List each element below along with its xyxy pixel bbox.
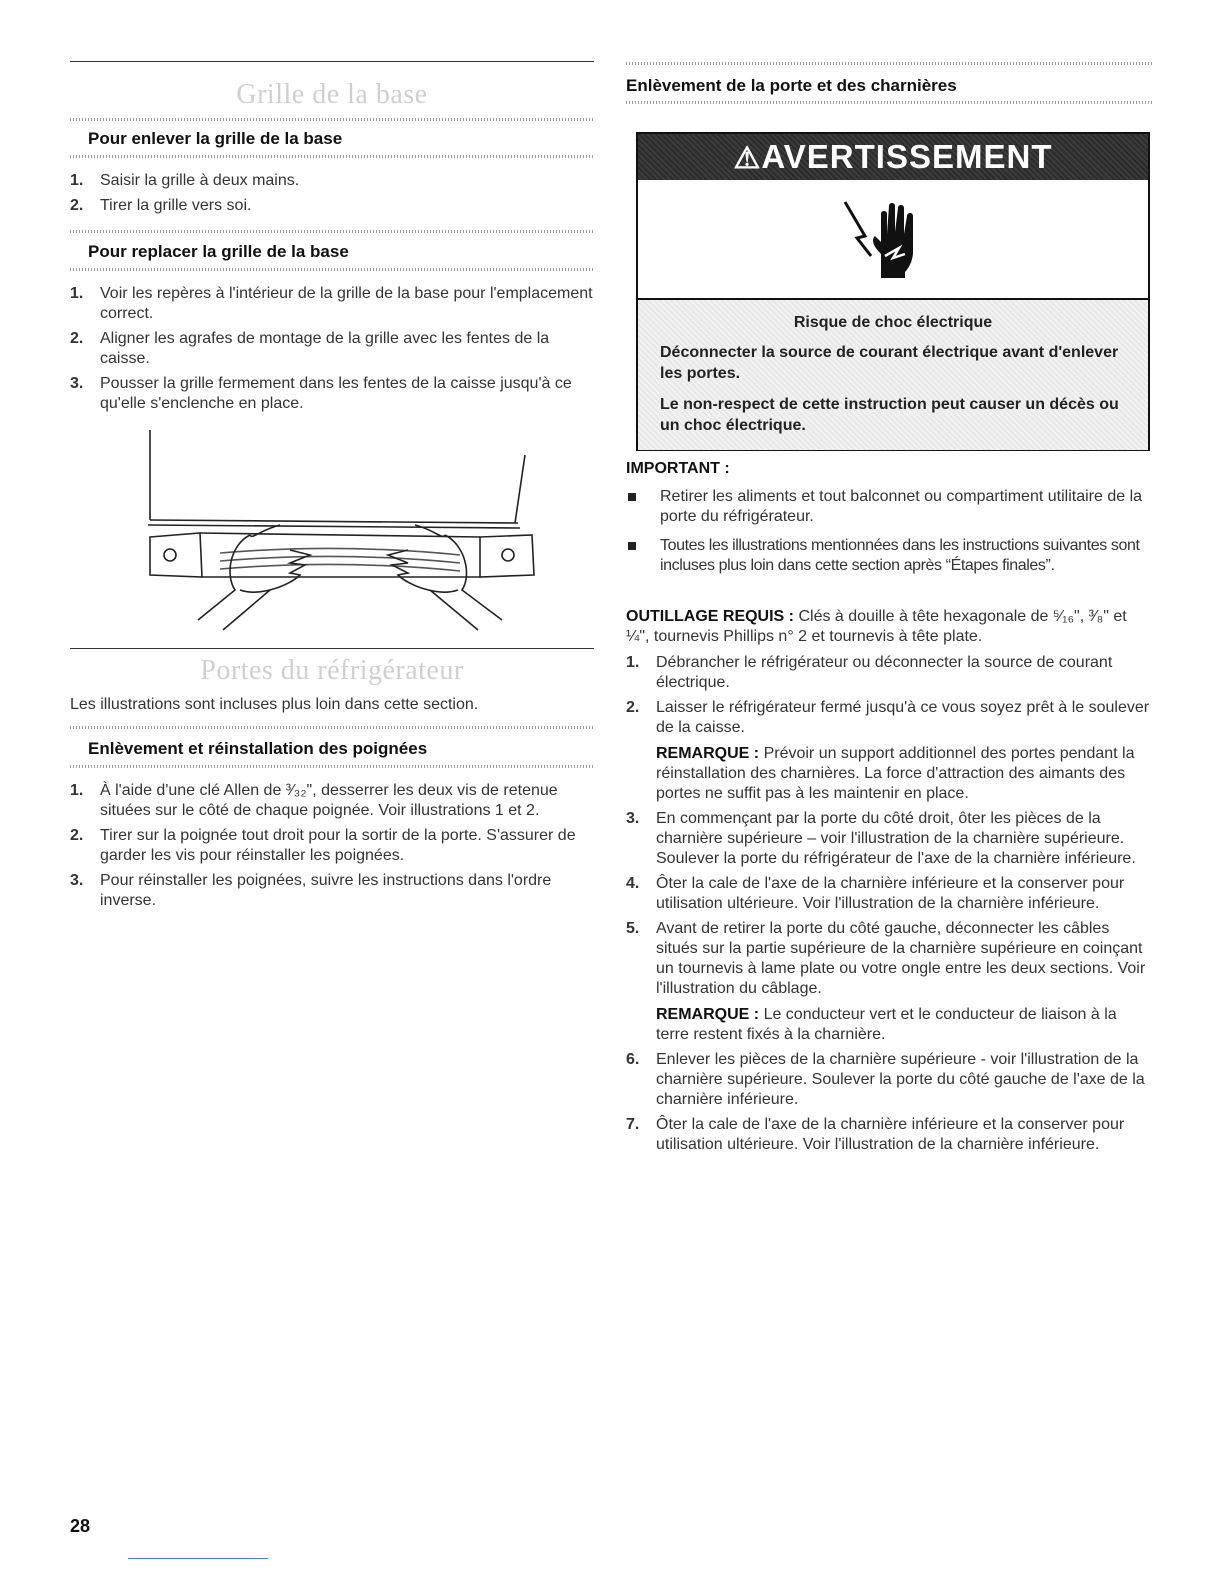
note-text: Le conducteur vert et le conducteur de liaison à la terre restent fixés à la charnière.	[656, 1006, 1117, 1043]
step-text: Pour réinstaller les poignées, suivre les instructions dans l'ordre inverse.	[100, 872, 552, 909]
list-item	[626, 1050, 1152, 1110]
page-number: 28	[70, 1516, 91, 1536]
bottom-rule	[128, 1558, 268, 1559]
list-item	[626, 809, 1152, 869]
warning-icon-area	[638, 180, 1148, 300]
replace-grille-heading: Pour replacer la grille de la base	[88, 242, 349, 261]
list-item	[70, 826, 594, 866]
list-item	[70, 781, 594, 821]
step-text: Saisir la grille à deux mains.	[100, 172, 300, 189]
dotted-rule	[626, 101, 1152, 104]
step-number: 2.	[70, 197, 84, 214]
list-item	[70, 171, 594, 191]
warning-line-1: Déconnecter la source de courant électrique avant d'enlever les portes.	[660, 344, 1119, 382]
list-item	[626, 1115, 1152, 1155]
step-text: Avant de retirer la porte du côté gauche, déconnecter les câbles situés sur la partie supérieure de la charnière supérieure en coinçant un tournevis à lame plate ou votre ongle entre les deux sections. Voir l'illustration du câblage.	[656, 920, 1146, 997]
warning-risk: Risque de choc électrique	[793, 314, 993, 331]
note-label: REMARQUE :	[656, 745, 760, 762]
list-item	[70, 329, 594, 369]
list-item	[70, 871, 594, 911]
step-text: Enlever les pièces de la charnière supérieure - voir l'illustration de la charnière supérieure. Soulever la porte du côté gauche de l'axe de la charnière inférieure.	[656, 1051, 1145, 1108]
step-text: Tirer sur la poignée tout droit pour la sortir de la porte. S'assurer de garder les vis pour réinstaller les poignées.	[100, 827, 576, 864]
step-number: 2.	[70, 827, 84, 844]
list-item: Retirer les aliments et tout balconnet ou compartiment utilitaire de la porte du réfrigérateur.	[626, 487, 1152, 527]
note-label: REMARQUE :	[656, 1006, 760, 1023]
step-text: En commençant par la porte du côté droit, ôter les pièces de la charnière supérieure – voir l'illustration de la charnière supérieure. Soulever la porte du réfrigérateur de l'axe de la charnière inférieure.	[656, 810, 1136, 867]
step-number: 3.	[70, 872, 84, 889]
list-item	[626, 919, 1152, 1045]
tools-paragraph	[626, 607, 1152, 647]
step-text: Tirer la grille vers soi.	[100, 197, 252, 214]
dotted-rule	[70, 765, 594, 768]
step-text: Aligner les agrafes de montage de la grille avec les fentes de la caisse.	[100, 330, 550, 367]
doors-section-title: Portes du réfrigérateur	[200, 655, 464, 686]
section-rule	[70, 61, 594, 62]
step-text: Ôter la cale de l'axe de la charnière inférieure et la conserver pour utilisation ultérieure. Voir l'illustration de la charnière inférieure.	[656, 875, 1125, 912]
important-label: IMPORTANT :	[626, 460, 730, 477]
doors-intro: Les illustrations sont incluses plus loin dans cette section.	[70, 696, 479, 713]
step-text: À l'aide d'une clé Allen de ³⁄₃₂", desserrer les deux vis de retenue situées sur le côté de chaque poignée. Voir illustrations 1 et 2.	[100, 782, 558, 819]
electric-shock-hand-icon	[843, 196, 943, 286]
base-grille-illustration	[140, 425, 540, 635]
warning-line-2: Le non-respect de cette instruction peut causer un décès ou un choc électrique.	[660, 396, 1119, 434]
list-item	[626, 698, 1152, 804]
important-list	[626, 487, 1152, 585]
step-text: Laisser le réfrigérateur fermé jusqu'à ce vous soyez prêt à le soulever de la caisse.	[656, 699, 1150, 736]
list-item	[626, 653, 1152, 693]
step-number: 2.	[626, 699, 640, 716]
list-item: Toutes les illustrations mentionnées dans les instructions suivantes sont incluses plus loin dans cette section après “Étapes finales”.	[626, 536, 1152, 576]
step-number: 2.	[70, 330, 84, 347]
note-text: Prévoir un support additionnel des portes pendant la réinstallation des charnières. La force d'attraction des aimants des portes ne suffit pas à les maintenir en place.	[656, 745, 1135, 802]
remove-grille-heading: Pour enlever la grille de la base	[88, 129, 343, 148]
step-number: 6.	[626, 1051, 640, 1068]
step-number: 7.	[626, 1116, 640, 1133]
dotted-rule	[70, 268, 594, 271]
dotted-rule	[70, 118, 594, 121]
handles-heading: Enlèvement et réinstallation des poignées	[88, 739, 428, 758]
step-text: Débrancher le réfrigérateur ou déconnecter la source de courant électrique.	[656, 654, 1113, 691]
dotted-rule	[626, 62, 1152, 65]
dotted-rule	[70, 230, 594, 233]
step-number: 1.	[70, 782, 84, 799]
step-note	[656, 1005, 1152, 1045]
warning-header	[638, 134, 1148, 180]
tools-label: OUTILLAGE REQUIS :	[626, 608, 794, 625]
door-removal-heading: Enlèvement de la porte et des charnières	[626, 76, 957, 95]
warning-title: AVERTISSEMENT	[761, 138, 1053, 175]
grille-section-title: Grille de la base	[236, 79, 428, 110]
step-number: 3.	[626, 810, 640, 827]
step-number: 4.	[626, 875, 640, 892]
step-number: 3.	[70, 375, 84, 392]
dotted-rule	[70, 726, 594, 729]
section-rule	[70, 648, 594, 649]
step-text: Ôter la cale de l'axe de la charnière inférieure et la conserver pour utilisation ultérieure. Voir l'illustration de la charnière inférieure.	[656, 1116, 1125, 1153]
step-number: 5.	[626, 920, 640, 937]
step-text: Pousser la grille fermement dans les fentes de la caisse jusqu'à ce qu'elle s'enclenche en place.	[100, 375, 572, 412]
list-item	[70, 284, 594, 324]
step-number: 1.	[70, 172, 84, 189]
warning-box	[636, 132, 1150, 451]
list-item	[626, 874, 1152, 914]
door-removal-steps	[626, 653, 1152, 1160]
list-item	[70, 374, 594, 414]
handles-steps	[70, 781, 594, 916]
remove-grille-steps	[70, 171, 594, 221]
step-note	[656, 744, 1152, 804]
warning-triangle-icon: ⚠	[733, 142, 762, 175]
replace-grille-steps	[70, 284, 594, 419]
dotted-rule	[70, 155, 594, 158]
step-number: 1.	[70, 285, 84, 302]
step-number: 1.	[626, 654, 640, 671]
warning-body	[638, 300, 1148, 450]
tools-text: Clés à douille à tête hexagonale de ⁵⁄₁₆", ³⁄₈" et ¼", tournevis Phillips n° 2 et tournevis à tête plate.	[626, 608, 1127, 645]
list-item	[70, 196, 594, 216]
step-text: Voir les repères à l'intérieur de la grille de la base pour l'emplacement correct.	[100, 285, 593, 322]
